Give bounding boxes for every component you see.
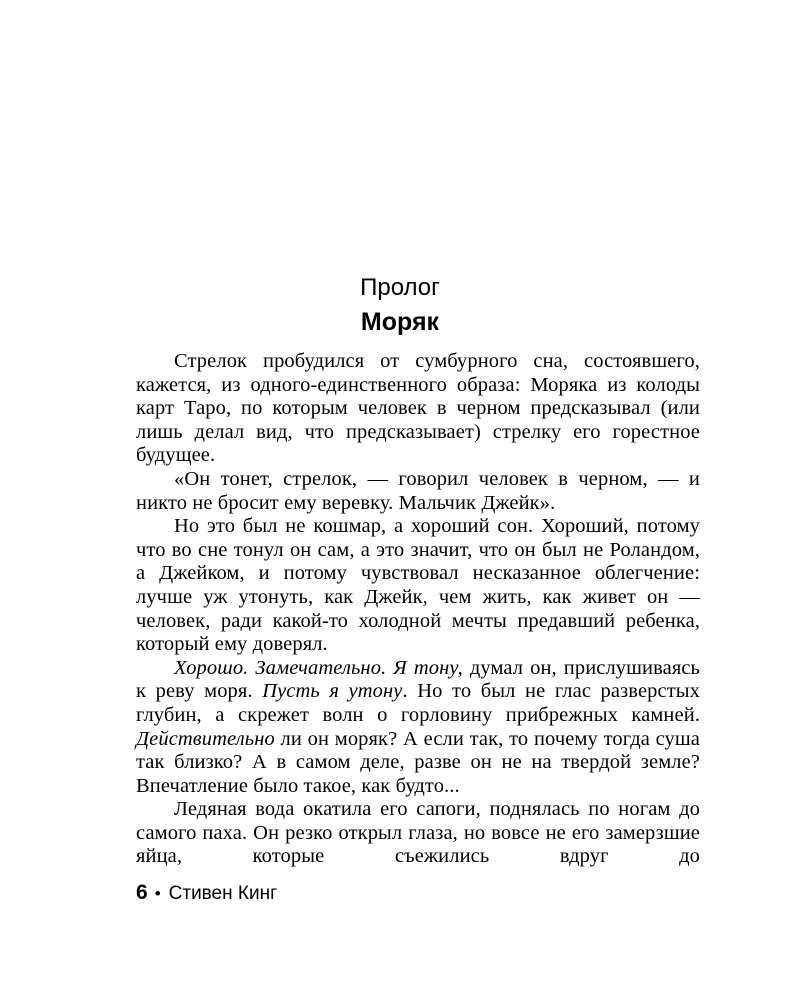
italic-run: Хорошо. Замечательно. Я тону, <box>174 656 463 679</box>
paragraph: Стрелок пробудился от сумбурного сна, состоявшего, кажется, из одного-единственного образа: Моряка из колоды карт Таро, по которым человек в черном предсказывал (или лишь делал вид, что предсказывает) стрелку его горестное будущее. <box>136 350 700 467</box>
page-number: 6 <box>136 881 148 904</box>
italic-run: Пусть я утону <box>262 680 403 703</box>
bullet-separator: • <box>154 884 161 903</box>
paragraph: Ледяная вода окатила его сапоги, поднялась по ногам до самого паха. Он резко открыл глаза, но вовсе не его замерзшие яйца, которые съежились вдруг до <box>136 798 700 868</box>
paragraph: Хорошо. Замечательно. Я тону, думал он, прислушиваясь к реву моря. Пусть я утону. Но то был не глас разверстых глубин, а скрежет волн о горловину прибрежных камней. Действительно ли он моряк? А если так, то почему тогда суша так близко? А в самом деле, разве он не на твердой земле? Впечатление было такое, как будто... <box>136 656 700 797</box>
paragraph: «Он тонет, стрелок, — говорил человек в черном, — и никто не бросит ему веревку. Мальчик Джейк». <box>136 467 700 514</box>
italic-run: Действительно <box>136 727 275 750</box>
running-footer <box>136 880 277 907</box>
body-text <box>136 350 700 869</box>
chapter-title: Моряк <box>360 308 440 336</box>
author-name: Стивен Кинг <box>168 883 277 904</box>
prologue-label: Пролог <box>360 274 440 301</box>
paragraph: Но это был не кошмар, а хороший сон. Хороший, потому что во сне тонул он сам, а это значит, что он был не Роландом, а Джейком, и потому чувствовал несказанное облегчение: лучше уж утонуть, как Джейк, чем жить, как живет он — человек, ради какой-то холодной мечты предавший ребенка, который ему доверял. <box>136 515 700 656</box>
